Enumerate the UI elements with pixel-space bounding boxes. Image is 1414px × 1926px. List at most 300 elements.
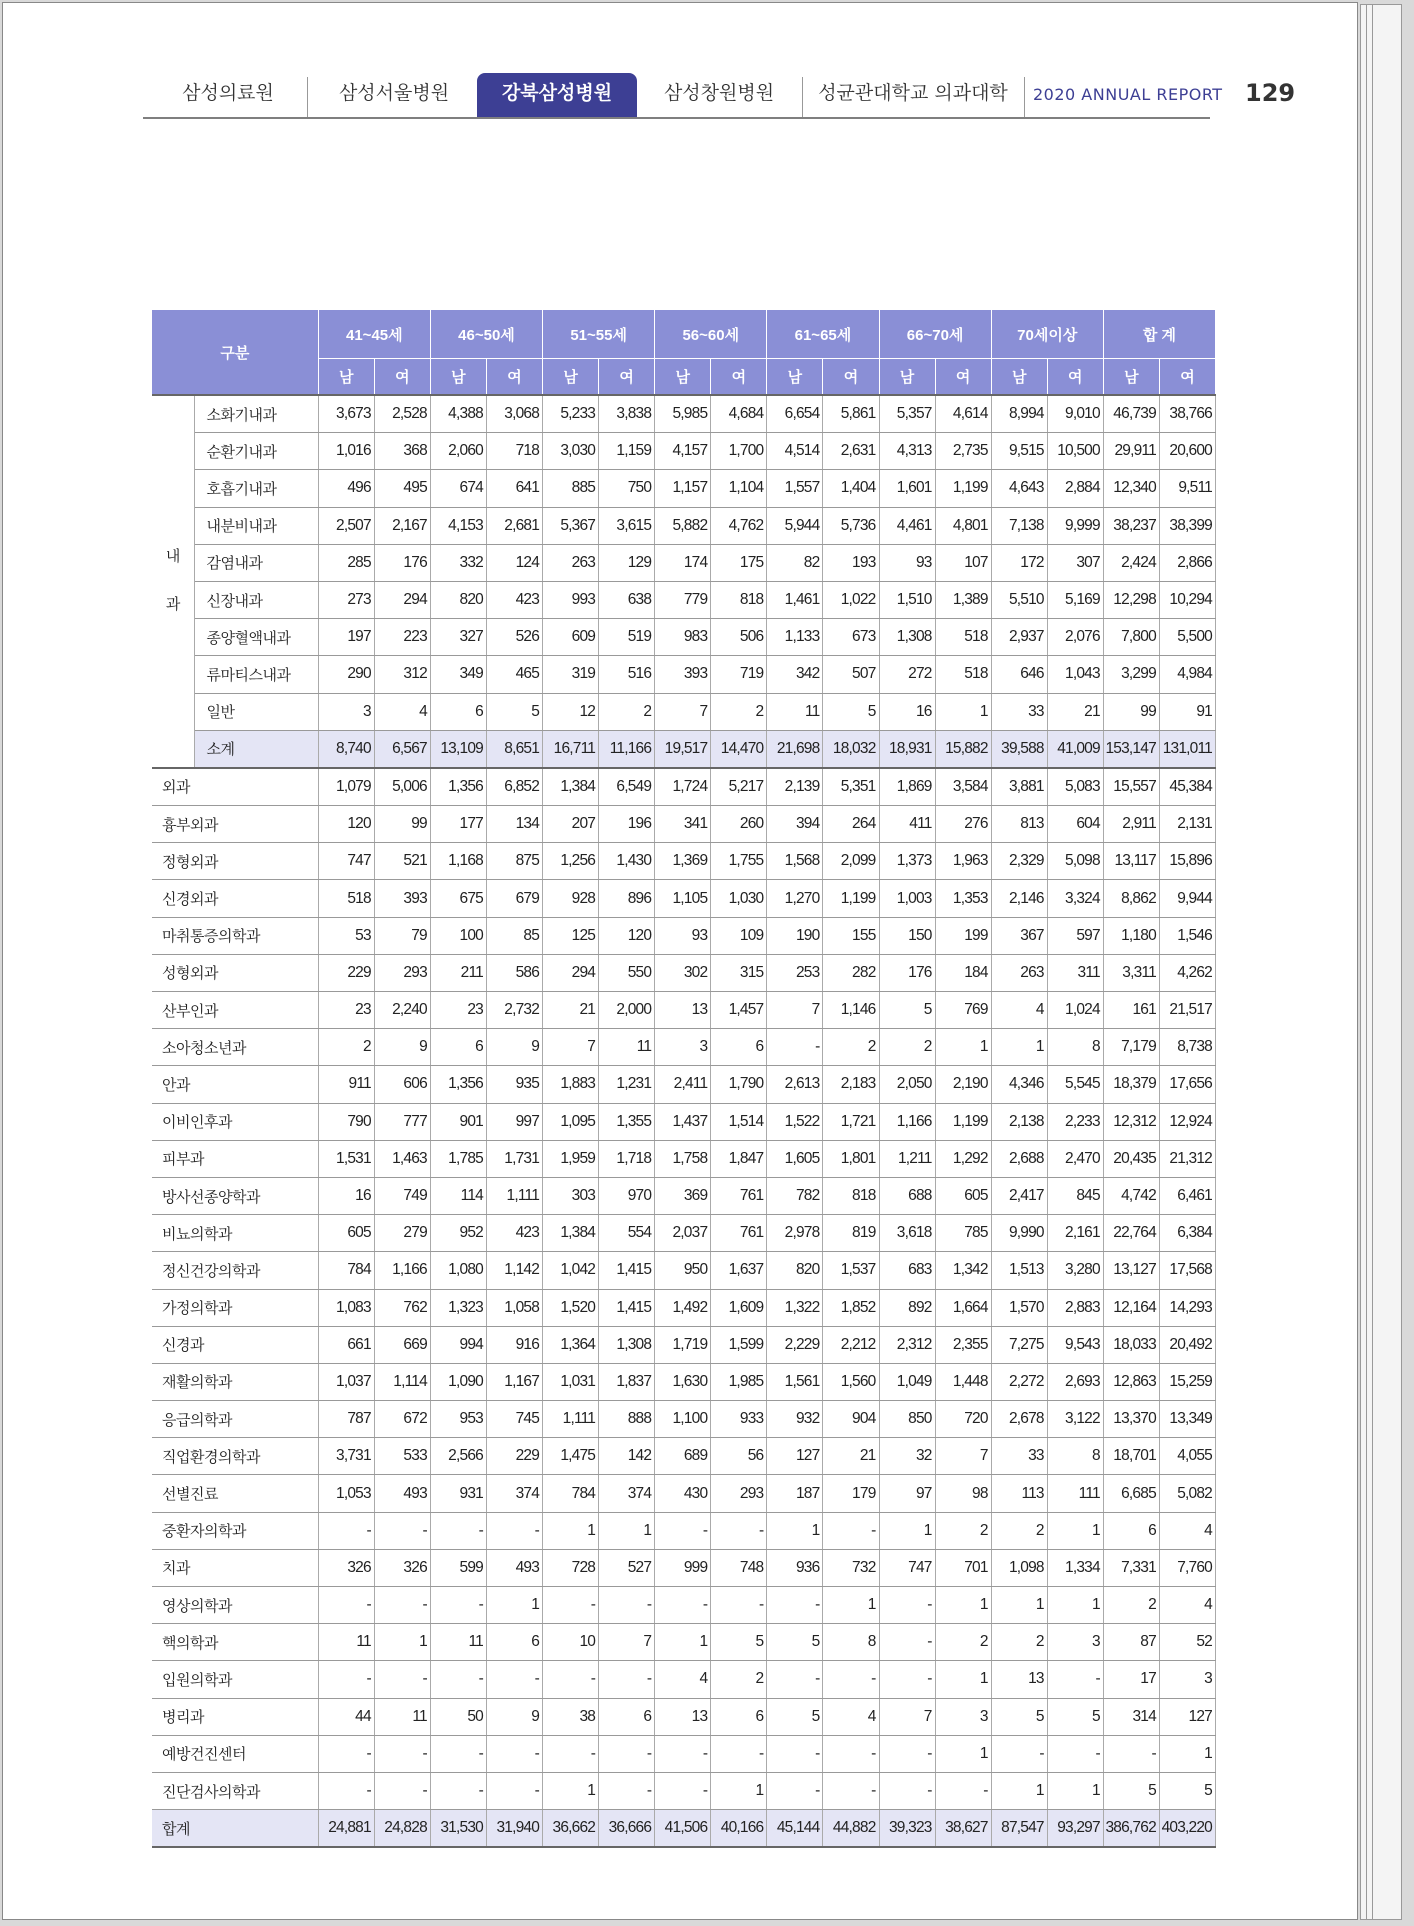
table-cell: 1 xyxy=(879,1512,935,1549)
table-cell: 748 xyxy=(711,1549,767,1586)
table-cell: 341 xyxy=(655,806,711,843)
table-cell: 2,161 xyxy=(1047,1215,1103,1252)
table-cell: 107 xyxy=(935,544,991,581)
table-cell: 1 xyxy=(991,1587,1047,1624)
table-cell: 2,424 xyxy=(1103,544,1159,581)
corner-header: 구분 xyxy=(152,310,318,395)
table-cell: 518 xyxy=(935,656,991,693)
table-cell: 2,883 xyxy=(1047,1289,1103,1326)
table-cell: 369 xyxy=(655,1177,711,1214)
table-cell: 9 xyxy=(486,1698,542,1735)
nav-tab-samsung-seoul-hospital[interactable]: 삼성서울병원 xyxy=(338,82,450,104)
table-cell: 1,168 xyxy=(430,843,486,880)
table-cell: 38 xyxy=(543,1698,599,1735)
table-cell: - xyxy=(486,1661,542,1698)
row-label: 중환자의학과 xyxy=(152,1512,318,1549)
table-cell: 3,068 xyxy=(486,395,542,433)
table-cell: 2,566 xyxy=(430,1438,486,1475)
table-cell: 6 xyxy=(1103,1512,1159,1549)
table-cell: 779 xyxy=(655,581,711,618)
table-cell: 293 xyxy=(711,1475,767,1512)
table-cell: 14,470 xyxy=(711,730,767,768)
table-cell: 2,528 xyxy=(374,395,430,433)
table-cell: 1,024 xyxy=(1047,992,1103,1029)
table-cell: 7 xyxy=(543,1029,599,1066)
table-cell: 2,411 xyxy=(655,1066,711,1103)
table-cell: 762 xyxy=(374,1289,430,1326)
table-cell: 1,043 xyxy=(1047,656,1103,693)
table-cell: 1,356 xyxy=(430,1066,486,1103)
table-cell: 13,127 xyxy=(1103,1252,1159,1289)
table-cell: 1,457 xyxy=(711,992,767,1029)
table-cell: 5 xyxy=(486,693,542,730)
table-cell: 8,862 xyxy=(1103,880,1159,917)
table-cell: 605 xyxy=(935,1177,991,1214)
table-cell: 5,882 xyxy=(655,507,711,544)
table-cell: 18,701 xyxy=(1103,1438,1159,1475)
table-cell: 8,740 xyxy=(318,730,374,768)
row-label: 흉부외과 xyxy=(152,806,318,843)
table-cell: 747 xyxy=(879,1549,935,1586)
table-cell: 1 xyxy=(1159,1735,1215,1772)
table-cell: 1,114 xyxy=(374,1363,430,1400)
table-cell: 554 xyxy=(599,1215,655,1252)
table-cell: 970 xyxy=(599,1177,655,1214)
row-label: 신경과 xyxy=(152,1326,318,1363)
table-row xyxy=(152,1177,1216,1214)
nav-tab-kangbuk-samsung-hospital[interactable]: 강북삼성병원 xyxy=(477,73,637,117)
table-cell: 1 xyxy=(1047,1512,1103,1549)
table-cell: 150 xyxy=(879,917,935,954)
table-cell: 1,146 xyxy=(823,992,879,1029)
table-cell: 12,924 xyxy=(1159,1103,1215,1140)
table-cell: 683 xyxy=(879,1252,935,1289)
table-cell: 507 xyxy=(823,656,879,693)
table-cell: 1,560 xyxy=(823,1363,879,1400)
table-cell: 56 xyxy=(711,1438,767,1475)
table-cell: 5 xyxy=(1159,1772,1215,1809)
table-cell: 1 xyxy=(1047,1772,1103,1809)
table-cell: 950 xyxy=(655,1252,711,1289)
sex-header-female: 여 xyxy=(823,359,879,396)
table-cell: 13 xyxy=(655,1698,711,1735)
table-cell: - xyxy=(374,1512,430,1549)
nav-separator xyxy=(307,77,308,117)
table-cell: 1 xyxy=(543,1772,599,1809)
table-row xyxy=(152,470,1216,507)
table-cell: 599 xyxy=(430,1549,486,1586)
table-cell: 87 xyxy=(1103,1624,1159,1661)
table-cell: 31,940 xyxy=(486,1810,542,1848)
table-cell: 3,280 xyxy=(1047,1252,1103,1289)
table-cell: 8 xyxy=(823,1624,879,1661)
table-cell: 279 xyxy=(374,1215,430,1252)
table-cell: 1 xyxy=(935,693,991,730)
table-cell: 1,463 xyxy=(374,1140,430,1177)
table-cell: 302 xyxy=(655,954,711,991)
table-cell: 1,090 xyxy=(430,1363,486,1400)
table-cell: 6 xyxy=(711,1698,767,1735)
table-cell: 293 xyxy=(374,954,430,991)
age-header: 56~60세 xyxy=(655,310,767,359)
table-cell: 747 xyxy=(318,843,374,880)
table-cell: 597 xyxy=(1047,917,1103,954)
table-row xyxy=(152,1438,1216,1475)
table-cell: 1,356 xyxy=(430,768,486,806)
table-row xyxy=(152,1512,1216,1549)
table-cell: 85 xyxy=(486,917,542,954)
nav-tab-samsung-medical-center[interactable]: 삼성의료원 xyxy=(182,82,274,104)
table-cell: 5,367 xyxy=(543,507,599,544)
table-cell: 777 xyxy=(374,1103,430,1140)
sex-header-female: 여 xyxy=(374,359,430,396)
row-label: 내분비내과 xyxy=(194,507,318,544)
table-cell: 669 xyxy=(374,1326,430,1363)
table-cell: 8,994 xyxy=(991,395,1047,433)
table-cell: 52 xyxy=(1159,1624,1215,1661)
table-cell: 3,311 xyxy=(1103,954,1159,991)
table-cell: 272 xyxy=(879,656,935,693)
table-cell: 29,911 xyxy=(1103,433,1159,470)
table-cell: 13,370 xyxy=(1103,1401,1159,1438)
table-cell: 38,399 xyxy=(1159,507,1215,544)
table-cell: 38,766 xyxy=(1159,395,1215,433)
table-cell: 10,500 xyxy=(1047,433,1103,470)
table-row xyxy=(152,768,1216,806)
table-cell: 609 xyxy=(543,619,599,656)
table-cell: 4,388 xyxy=(430,395,486,433)
table-cell: 3,299 xyxy=(1103,656,1159,693)
table-cell: 127 xyxy=(767,1438,823,1475)
table-cell: 8,651 xyxy=(486,730,542,768)
table-cell: 3,122 xyxy=(1047,1401,1103,1438)
age-header: 51~55세 xyxy=(543,310,655,359)
table-cell: 39,588 xyxy=(991,730,1047,768)
table-cell: 197 xyxy=(318,619,374,656)
row-label: 합계 xyxy=(152,1810,318,1848)
table-cell: 6,461 xyxy=(1159,1177,1215,1214)
table-cell: 6 xyxy=(711,1029,767,1066)
table-cell: 1,199 xyxy=(823,880,879,917)
table-cell: 688 xyxy=(879,1177,935,1214)
table-cell: 3,731 xyxy=(318,1438,374,1475)
table-cell: - xyxy=(430,1772,486,1809)
table-cell: - xyxy=(991,1735,1047,1772)
row-label: 영상의학과 xyxy=(152,1587,318,1624)
table-cell: 675 xyxy=(430,880,486,917)
table-cell: 114 xyxy=(430,1177,486,1214)
table-cell: 1 xyxy=(374,1624,430,1661)
table-cell: 1,461 xyxy=(767,581,823,618)
sex-header-male: 남 xyxy=(767,359,823,396)
table-cell: - xyxy=(486,1772,542,1809)
table-cell: 374 xyxy=(486,1475,542,1512)
table-cell: 5,351 xyxy=(823,768,879,806)
table-cell: 2,190 xyxy=(935,1066,991,1103)
table-cell: 111 xyxy=(1047,1475,1103,1512)
table-cell: 2 xyxy=(879,1029,935,1066)
table-cell: 9,511 xyxy=(1159,470,1215,507)
table-cell: 46,739 xyxy=(1103,395,1159,433)
table-cell: 9,944 xyxy=(1159,880,1215,917)
table-cell: 327 xyxy=(430,619,486,656)
table-cell: 430 xyxy=(655,1475,711,1512)
table-cell: 18,032 xyxy=(823,730,879,768)
table-cell: - xyxy=(318,1512,374,1549)
table-cell: 175 xyxy=(711,544,767,581)
table-cell: 16 xyxy=(318,1177,374,1214)
table-cell: 6 xyxy=(430,1029,486,1066)
table-cell: 1,256 xyxy=(543,843,599,880)
table-cell: 16,711 xyxy=(543,730,599,768)
table-cell: - xyxy=(430,1512,486,1549)
table-cell: 2,866 xyxy=(1159,544,1215,581)
table-row xyxy=(152,1363,1216,1400)
table-cell: 1,718 xyxy=(599,1140,655,1177)
row-label: 소화기내과 xyxy=(194,395,318,433)
table-cell: 1,030 xyxy=(711,880,767,917)
table-cell: 41,506 xyxy=(655,1810,711,1848)
table-cell: 193 xyxy=(823,544,879,581)
table-cell: 7,760 xyxy=(1159,1549,1215,1586)
table-cell: 6 xyxy=(599,1698,655,1735)
table-cell: 21,517 xyxy=(1159,992,1215,1029)
table-cell: 679 xyxy=(486,880,542,917)
table-cell: 263 xyxy=(543,544,599,581)
table-cell: 936 xyxy=(767,1549,823,1586)
table-cell: 21,312 xyxy=(1159,1140,1215,1177)
table-cell: 3,324 xyxy=(1047,880,1103,917)
table-cell: 294 xyxy=(543,954,599,991)
row-label: 정형외과 xyxy=(152,843,318,880)
table-cell: 5,861 xyxy=(823,395,879,433)
table-cell: 1,601 xyxy=(879,470,935,507)
table-cell: 253 xyxy=(767,954,823,991)
table-cell: 993 xyxy=(543,581,599,618)
table-cell: 1,211 xyxy=(879,1140,935,1177)
table-cell: 4,762 xyxy=(711,507,767,544)
table-cell: 1 xyxy=(767,1512,823,1549)
table-cell: 1,561 xyxy=(767,1363,823,1400)
table-cell: 99 xyxy=(1103,693,1159,730)
table-cell: 13,117 xyxy=(1103,843,1159,880)
table-cell: 1,883 xyxy=(543,1066,599,1103)
table-cell: 6 xyxy=(486,1624,542,1661)
table-cell: 19,517 xyxy=(655,730,711,768)
table-cell: 1,475 xyxy=(543,1438,599,1475)
table-cell: 1,159 xyxy=(599,433,655,470)
table-cell: 100 xyxy=(430,917,486,954)
table-row xyxy=(152,843,1216,880)
table-cell: 1,785 xyxy=(430,1140,486,1177)
table-cell: 196 xyxy=(599,806,655,843)
table-cell: 845 xyxy=(1047,1177,1103,1214)
nav-tab-skku-medicine[interactable]: 성균관대학교 의과대학 xyxy=(818,82,1008,104)
total-row xyxy=(152,1810,1216,1848)
table-cell: 1,342 xyxy=(935,1252,991,1289)
table-cell: - xyxy=(374,1735,430,1772)
table-cell: 1,199 xyxy=(935,1103,991,1140)
table-cell: 12,164 xyxy=(1103,1289,1159,1326)
table-cell: 2,240 xyxy=(374,992,430,1029)
table-cell: 1,520 xyxy=(543,1289,599,1326)
table-cell: 411 xyxy=(879,806,935,843)
table-cell: 179 xyxy=(823,1475,879,1512)
table-cell: 7,179 xyxy=(1103,1029,1159,1066)
table-cell: 187 xyxy=(767,1475,823,1512)
table-row xyxy=(152,619,1216,656)
table-cell: 7 xyxy=(599,1624,655,1661)
page-number: 129 xyxy=(1245,79,1296,107)
table-cell: 3,030 xyxy=(543,433,599,470)
table-cell: 1,510 xyxy=(879,581,935,618)
nav-tab-samsung-changwon-hospital[interactable]: 삼성창원병원 xyxy=(663,82,775,104)
table-cell: 134 xyxy=(486,806,542,843)
table-row xyxy=(152,395,1216,433)
table-cell: 368 xyxy=(374,433,430,470)
table-cell: 1,079 xyxy=(318,768,374,806)
table-cell: - xyxy=(599,1587,655,1624)
table-cell: 1,199 xyxy=(935,470,991,507)
table-cell: 8 xyxy=(1047,1438,1103,1475)
table-cell: 1,599 xyxy=(711,1326,767,1363)
table-cell: 2,470 xyxy=(1047,1140,1103,1177)
table-cell: 273 xyxy=(318,581,374,618)
table-cell: 23 xyxy=(318,992,374,1029)
table-cell: 315 xyxy=(711,954,767,991)
table-cell: 2 xyxy=(935,1512,991,1549)
table-cell: 2 xyxy=(1103,1587,1159,1624)
table-cell: 4 xyxy=(823,1698,879,1735)
row-label: 예방건진센터 xyxy=(152,1735,318,1772)
table-cell: 720 xyxy=(935,1401,991,1438)
table-cell: 1,292 xyxy=(935,1140,991,1177)
table-cell: 2,735 xyxy=(935,433,991,470)
table-cell: 1,985 xyxy=(711,1363,767,1400)
table-cell: - xyxy=(486,1512,542,1549)
table-cell: 3,881 xyxy=(991,768,1047,806)
table-cell: 11 xyxy=(374,1698,430,1735)
table-cell: 673 xyxy=(823,619,879,656)
table-row xyxy=(152,1215,1216,1252)
table-cell: 342 xyxy=(767,656,823,693)
table-cell: 1,167 xyxy=(486,1363,542,1400)
table-cell: 16 xyxy=(879,693,935,730)
table-cell: 172 xyxy=(991,544,1047,581)
table-cell: 782 xyxy=(767,1177,823,1214)
table-cell: 6 xyxy=(430,693,486,730)
table-cell: 18,033 xyxy=(1103,1326,1159,1363)
table-cell: 1,546 xyxy=(1159,917,1215,954)
table-cell: - xyxy=(599,1661,655,1698)
table-cell: - xyxy=(711,1512,767,1549)
table-cell: 21 xyxy=(1047,693,1103,730)
table-cell: 2,507 xyxy=(318,507,374,544)
table-cell: 282 xyxy=(823,954,879,991)
table-cell: 40,166 xyxy=(711,1810,767,1848)
table-cell: 1,448 xyxy=(935,1363,991,1400)
table-cell: 3 xyxy=(655,1029,711,1066)
table-cell: 7 xyxy=(935,1438,991,1475)
table-cell: 885 xyxy=(543,470,599,507)
row-label: 감염내과 xyxy=(194,544,318,581)
table-cell: 689 xyxy=(655,1438,711,1475)
table-cell: 7 xyxy=(655,693,711,730)
table-cell: 5,736 xyxy=(823,507,879,544)
table-cell: 5,082 xyxy=(1159,1475,1215,1512)
table-cell: 386,762 xyxy=(1103,1810,1159,1848)
table-cell: - xyxy=(543,1587,599,1624)
table-cell: 18,379 xyxy=(1103,1066,1159,1103)
table-cell: - xyxy=(655,1772,711,1809)
row-label: 신경외과 xyxy=(152,880,318,917)
table-cell: 7,800 xyxy=(1103,619,1159,656)
table-cell: 7,275 xyxy=(991,1326,1047,1363)
table-cell: 465 xyxy=(486,656,542,693)
table-cell: 45,144 xyxy=(767,1810,823,1848)
table-cell: 176 xyxy=(879,954,935,991)
sex-header-female: 여 xyxy=(711,359,767,396)
table-cell: 12,312 xyxy=(1103,1103,1159,1140)
table-cell: 15,896 xyxy=(1159,843,1215,880)
table-cell: 1,364 xyxy=(543,1326,599,1363)
table-cell: 7,138 xyxy=(991,507,1047,544)
table-cell: 952 xyxy=(430,1215,486,1252)
table-cell: 1,373 xyxy=(879,843,935,880)
table-cell: 5,006 xyxy=(374,768,430,806)
table-cell: 604 xyxy=(1047,806,1103,843)
table-cell: 91 xyxy=(1159,693,1215,730)
row-label: 소계 xyxy=(194,730,318,768)
table-cell: 2,681 xyxy=(486,507,542,544)
table-cell: 518 xyxy=(935,619,991,656)
table-row xyxy=(152,1066,1216,1103)
table-cell: 994 xyxy=(430,1326,486,1363)
table-cell: 2 xyxy=(318,1029,374,1066)
table-cell: 5,233 xyxy=(543,395,599,433)
table-cell: 1,323 xyxy=(430,1289,486,1326)
row-label: 핵의학과 xyxy=(152,1624,318,1661)
table-cell: 1,104 xyxy=(711,470,767,507)
row-label: 마취통증의학과 xyxy=(152,917,318,954)
table-row xyxy=(152,1252,1216,1289)
sex-header-male: 남 xyxy=(991,359,1047,396)
table-cell: 787 xyxy=(318,1401,374,1438)
row-label: 산부인과 xyxy=(152,992,318,1029)
table-row xyxy=(152,1289,1216,1326)
table-cell: 129 xyxy=(599,544,655,581)
table-cell: 1,384 xyxy=(543,768,599,806)
table-cell: 5 xyxy=(767,1624,823,1661)
table-cell: 11,166 xyxy=(599,730,655,768)
table-cell: 784 xyxy=(318,1252,374,1289)
table-cell: 2,688 xyxy=(991,1140,1047,1177)
table-cell: 2,131 xyxy=(1159,806,1215,843)
table-cell: 2,146 xyxy=(991,880,1047,917)
table-cell: - xyxy=(430,1735,486,1772)
age-header: 61~65세 xyxy=(767,310,879,359)
table-cell: 5 xyxy=(1103,1772,1159,1809)
table-cell: 207 xyxy=(543,806,599,843)
table-cell: 1,724 xyxy=(655,768,711,806)
table-cell: 22,764 xyxy=(1103,1215,1159,1252)
table-cell: 769 xyxy=(935,992,991,1029)
table-cell: 24,881 xyxy=(318,1810,374,1848)
table-cell: 1,404 xyxy=(823,470,879,507)
table-cell: - xyxy=(1047,1661,1103,1698)
table-cell: 1,721 xyxy=(823,1103,879,1140)
table-cell: 393 xyxy=(655,656,711,693)
